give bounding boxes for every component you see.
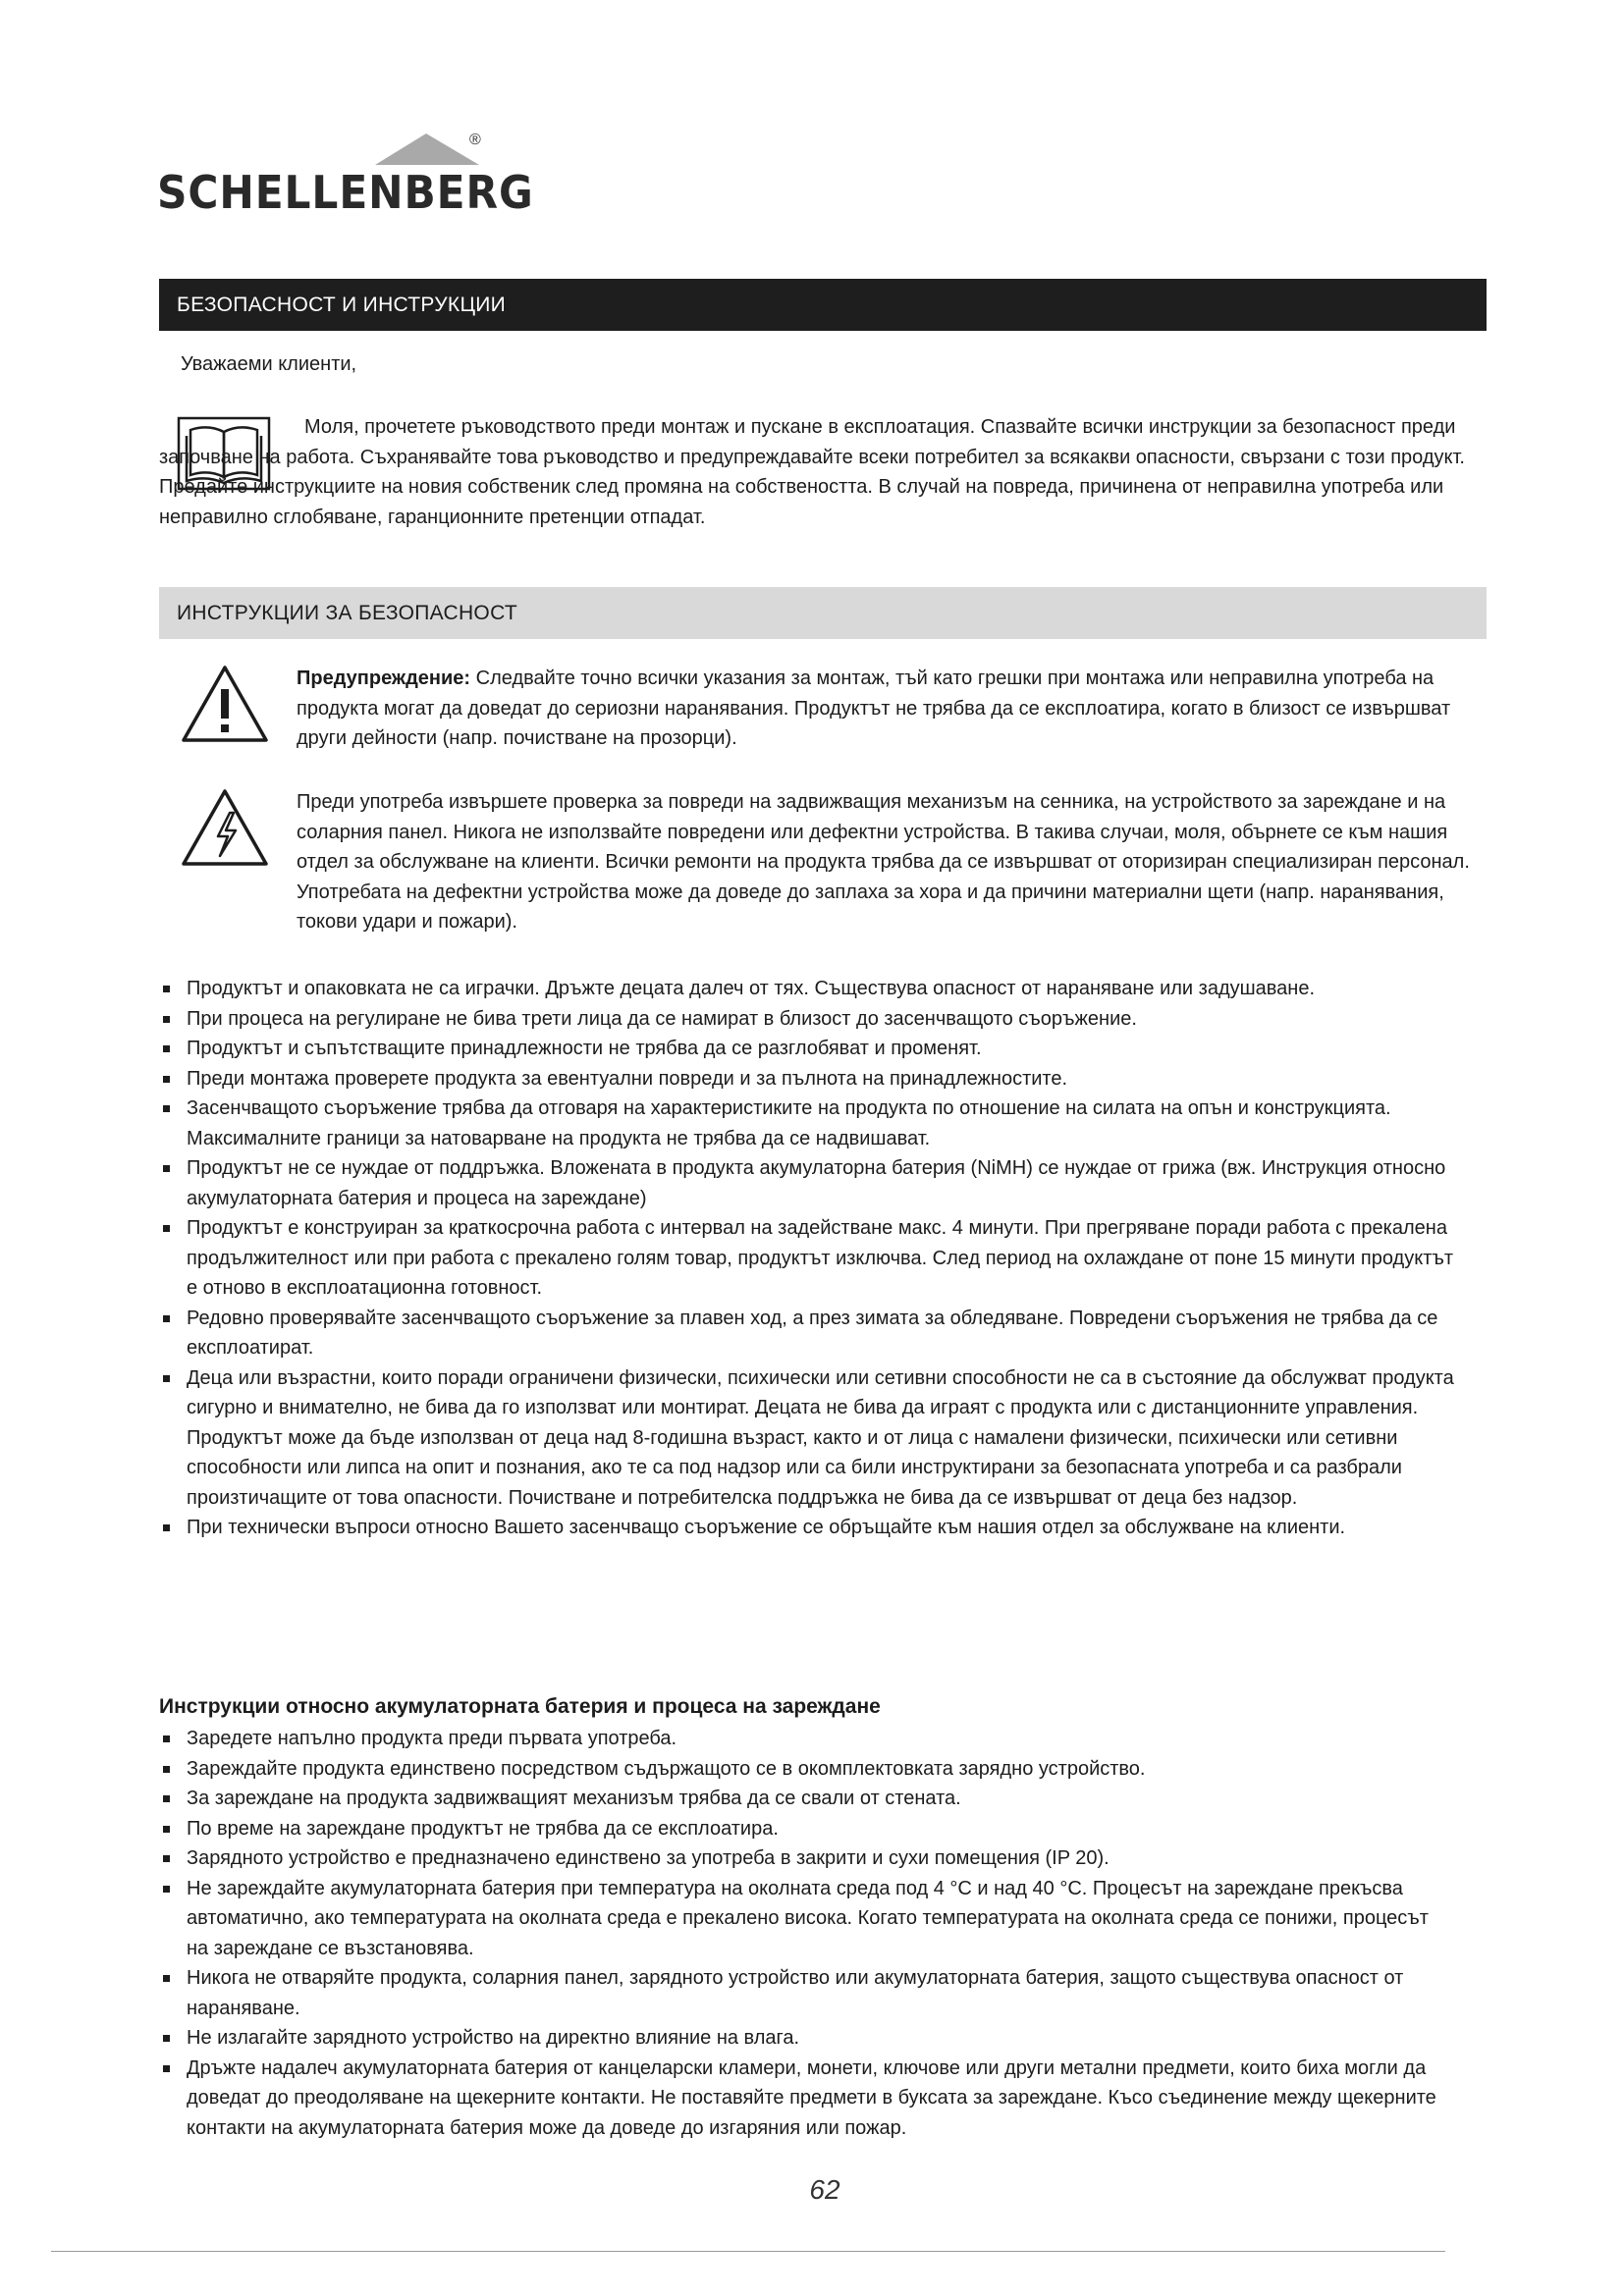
list-item: Зарядното устройство е предназначено единствено за употреба в закрити и сухи помещения (IP 20). <box>159 1843 1455 1874</box>
list-item: Преди монтажа проверете продукта за евентуални повреди и за пълнота на принадлежностите. <box>159 1064 1455 1095</box>
list-item: Не излагайте зарядното устройство на директно влияние на влага. <box>159 2023 1455 2054</box>
list-item: Продуктът и съпътстващите принадлежности не трябва да се разглобяват и променят. <box>159 1034 1455 1064</box>
list-item: Зареждайте продукта единствено посредством съдържащото се в окомплектовката зарядно устройство. <box>159 1754 1455 1785</box>
list-item: Продуктът не се нуждае от поддръжка. Вложената в продукта акумулаторна батерия (NiMH) се нуждае от грижа (вж. Инструкция относно акумулаторната батерия и процеса на зареждане) <box>159 1153 1455 1213</box>
electric-hazard-icon <box>181 787 269 868</box>
battery-bullet-list <box>159 1724 1455 2143</box>
warning-text: Следвайте точно всички указания за монтаж, тъй като грешки при монтажа или неправилна употреба на продукта могат да доведат до сериозни наранявания. Продуктът не трябва да се експлоатира, когато в близост се извършват други дейности (напр. почистване на прозорци). <box>297 667 1451 749</box>
greeting-text: Уважаеми клиенти, <box>181 353 357 375</box>
list-item: Редовно проверявайте засенчващото съоръжение за плавен ход, а през зимата за обледяване. Повредени съоръжения не трябва да се експлоатират. <box>159 1304 1455 1363</box>
section-heading-safety: БЕЗОПАСНОСТ И ИНСТРУКЦИИ <box>159 279 1487 331</box>
brand-logo <box>157 132 534 226</box>
list-item: Заредете напълно продукта преди първата употреба. <box>159 1724 1455 1754</box>
list-item: Деца или възрастни, които поради ограничени физически, психически или сетивни способности не са в състояние да обслужват продукта сигурно и внимателно, не бива да го използват или монтират. Децата не бива да играят с продукта или с дистанционните управления. Продуктът може да бъде използван от деца над 8-годишна възраст, както и от лица с намалени физически, психически или сетивни способности или липса на опит и познания, ако те са под надзор или са били инструктирани за безопасната употреба и са разбрали произтичащите от това опасности. Почистване и потребителска поддръжка не бива да се извършват от деца без надзор. <box>159 1363 1455 1514</box>
list-item: Никога не отваряйте продукта, соларния панел, зарядното устройство или акумулаторната батерия, защото съществува опасност от нараняване. <box>159 1963 1455 2023</box>
list-item: Засенчващото съоръжение трябва да отговаря на характеристиките на продукта по отношение на силата на опън и конструкцията. Максималните граници за натоварване на продукта не трябва да се надвишават. <box>159 1094 1455 1153</box>
page-number: 62 <box>809 2174 840 2205</box>
safety-bullet-list <box>159 974 1455 1543</box>
list-item: По време на зареждане продуктът не трябва да се експлоатира. <box>159 1814 1455 1844</box>
list-item: Дръжте надалеч акумулаторната батерия от канцеларски кламери, монети, ключове или други метални предмети, които биха могли да доведат до преодоляване на щекерните контакти. Не поставяйте предмети в буксата за зареждане. Късо съединение между щекерните контакти на акумулаторната батерия може да доведе до изгаряния или пожар. <box>159 2054 1455 2144</box>
warning-exclamation-icon <box>181 664 269 744</box>
intro-paragraph: Моля, прочетете ръководството преди монтаж и пускане в експлоатация. Спазвайте всички инструкции за безопасност преди започване на работа. Съхранявайте това ръководство и предупреждавайте всеки потребител за всякакви опасности, свързани с този продукт. Предайте инструкциите на новия собственик след промяна на собствеността. В случай на повреда, причинена от неправилна употреба или неправилно сглобяване, гаранционните претенции отпадат. <box>159 416 1465 528</box>
registered-mark: ® <box>469 132 481 148</box>
list-item: При технически въпроси относно Вашето засенчващо съоръжение се обръщайте към нашия отдел за обслужване на клиенти. <box>159 1513 1455 1543</box>
warning-paragraph <box>297 664 1485 754</box>
footer-divider <box>51 2251 1445 2252</box>
warning-label: Предупреждение: <box>297 667 471 689</box>
list-item: Продуктът и опаковката не са играчки. Дръжте децата далеч от тях. Съществува опасност от нараняване или задушаване. <box>159 974 1455 1004</box>
section-heading-safety-instructions: ИНСТРУКЦИИ ЗА БЕЗОПАСНОСТ <box>159 587 1487 639</box>
battery-section-heading: Инструкции относно акумулаторната батерия и процеса на зареждане <box>159 1695 881 1718</box>
list-item: Продуктът е конструиран за краткосрочна работа с интервал на задействане макс. 4 минути. При прегряване поради работа с прекалена продължителност или при работа с прекалено голям товар, продуктът изключва. След период на охлаждане от поне 15 минути продуктът е отново в експлоатационна готовност. <box>159 1213 1455 1304</box>
electrical-hazard-paragraph: Преди употреба извършете проверка за повреди на задвижващия механизъм на сенника, на устройството за зареждане и на соларния панел. Никога не използвайте повредени или дефектни устройства. В такива случаи, моля, обърнете се към нашия отдел за обслужване на клиенти. Всички ремонти на продукта трябва да се извършват от оторизиран специализиран персонал. Употребата на дефектни устройства може да доведе до заплаха за хора и да причини материални щети (напр. наранявания, токови удари и пожари). <box>297 791 1470 933</box>
brand-name: SCHELLENBERG <box>157 166 534 219</box>
roof-logo-icon <box>373 132 481 167</box>
list-item: Не зареждайте акумулаторната батерия при температура на околната среда под 4 °C и над 40 °C. Процесът на зареждане прекъсва автоматично, ако температурата на околната среда е прекалено висока. Когато температурата на околната среда се понижи, процесът на зареждане се възстановява. <box>159 1874 1455 1964</box>
list-item: За зареждане на продукта задвижващият механизъм трябва да се свали от стената. <box>159 1784 1455 1814</box>
list-item: При процеса на регулиране не бива трети лица да се намират в близост до засенчващото съоръжение. <box>159 1004 1455 1035</box>
